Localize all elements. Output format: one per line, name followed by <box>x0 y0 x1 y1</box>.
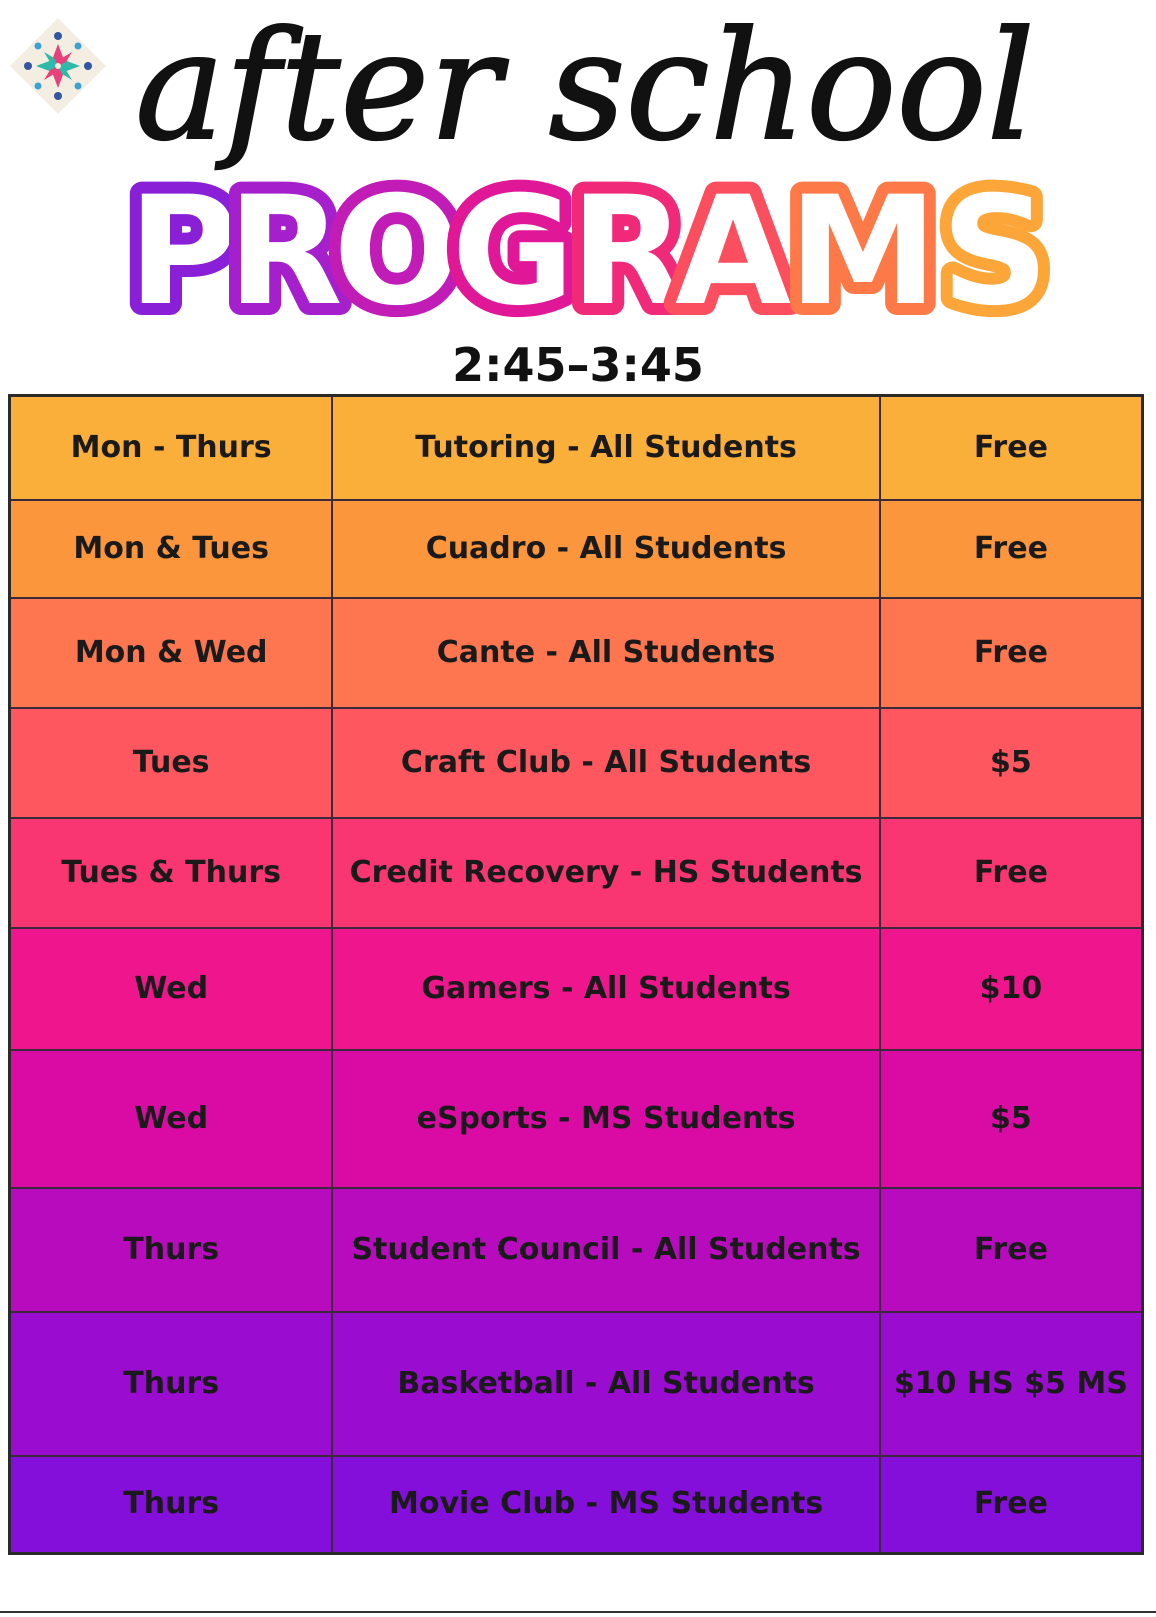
cost-cell: Free <box>880 1456 1143 1554</box>
title-letter: O <box>333 170 461 339</box>
program-cell: Tutoring - All Students <box>332 396 879 500</box>
day-cell: Wed <box>10 928 333 1050</box>
script-title <box>0 0 1156 180</box>
table-row <box>10 708 1143 818</box>
table-row <box>10 928 1143 1050</box>
program-cell: Cante - All Students <box>332 598 879 708</box>
day-cell: Mon - Thurs <box>10 396 333 500</box>
title-letter: A <box>674 170 792 339</box>
table-row <box>10 1188 1143 1312</box>
cost-cell: Free <box>880 818 1143 928</box>
day-cell: Wed <box>10 1050 333 1188</box>
divider <box>0 1611 1156 1613</box>
page-title <box>0 170 1156 340</box>
cost-cell: $10 <box>880 928 1143 1050</box>
program-cell: Basketball - All Students <box>332 1312 879 1456</box>
program-cell: Credit Recovery - HS Students <box>332 818 879 928</box>
program-cell: eSports - MS Students <box>332 1050 879 1188</box>
program-cell: Craft Club - All Students <box>332 708 879 818</box>
day-cell: Thurs <box>10 1188 333 1312</box>
schedule-table <box>8 394 1144 1555</box>
cost-cell: Free <box>880 396 1143 500</box>
day-cell: Tues <box>10 708 333 818</box>
title-letter: M <box>788 170 938 339</box>
title-letter: R <box>227 170 343 339</box>
table-row <box>10 1050 1143 1188</box>
program-cell: Gamers - All Students <box>332 928 879 1050</box>
title-letter: P <box>128 170 238 339</box>
table-row <box>10 818 1143 928</box>
program-cell: Student Council - All Students <box>332 1188 879 1312</box>
table-row <box>10 1312 1143 1456</box>
table-row <box>10 500 1143 598</box>
cost-cell: Free <box>880 1188 1143 1312</box>
table-row <box>10 598 1143 708</box>
day-cell: Tues & Thurs <box>10 818 333 928</box>
table-row <box>10 396 1143 500</box>
program-cell: Cuadro - All Students <box>332 500 879 598</box>
title-letter: G <box>451 170 575 339</box>
cost-cell: Free <box>880 500 1143 598</box>
svg-text:after school: after school <box>135 0 1035 174</box>
title-letter: S <box>940 170 1050 339</box>
day-cell: Mon & Tues <box>10 500 333 598</box>
time-range: 2:45–3:45 <box>452 338 704 392</box>
day-cell: Thurs <box>10 1456 333 1554</box>
cost-cell: $5 <box>880 1050 1143 1188</box>
day-cell: Thurs <box>10 1312 333 1456</box>
program-cell: Movie Club - MS Students <box>332 1456 879 1554</box>
title-letter: R <box>570 170 686 339</box>
table-row <box>10 1456 1143 1554</box>
day-cell: Mon & Wed <box>10 598 333 708</box>
cost-cell: Free <box>880 598 1143 708</box>
cost-cell: $10 HS $5 MS <box>880 1312 1143 1456</box>
cost-cell: $5 <box>880 708 1143 818</box>
